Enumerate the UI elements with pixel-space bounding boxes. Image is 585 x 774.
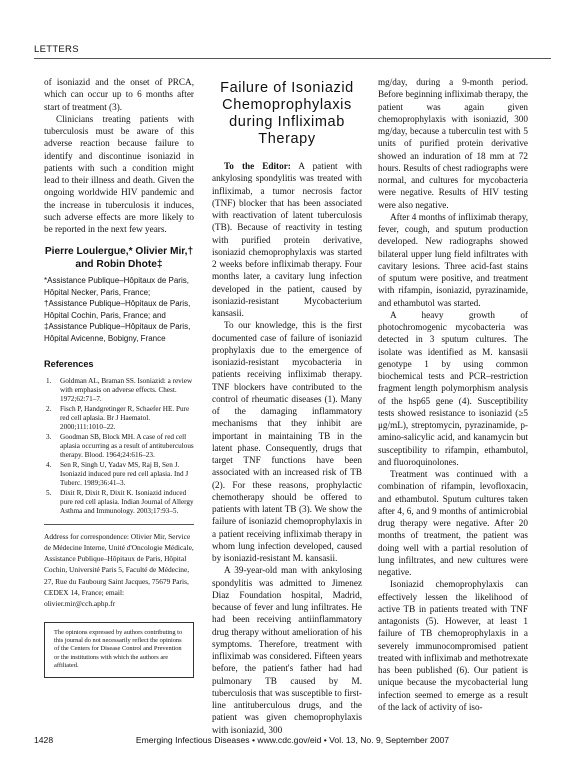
paragraph: Isoniazid chemoprophylaxis can effectively lessen the likelihood of active TB in patients treated with TNF antagonists (5). However, at least 1 failure of TB chemoprophylaxis in a severely immunocompromised patient treated with infliximab and methotrexate has been published (6). Our patient is unique because the mycobacterial lung infection seemed to emerge as a result of the lack of activity of iso- (378, 579, 529, 712)
lead-label: To the Editor: (224, 161, 291, 171)
paragraph: A heavy growth of photochromogenic mycobacteria was detected in 3 sputum cultures. The isolate was identified as M. kansasii genotype 1 by using common biochemical tests and PCR–restriction fragment length polymorphism analysis of the hsp65 gene (4). Susceptibility tests showed resistance to isoniazid (≥5 μg/mL), streptomycin, pyrazinamide, p-amino-salicylic acid, and kanamycin but susceptibility to rifampin, ethambutol, and fluoroquinolones. (378, 309, 528, 467)
column-right (378, 76, 528, 713)
correspondence-rule (44, 524, 194, 525)
paragraph: Treatment was continued with a combination of rifampin, levofloxacin, and ethambutol. Sputum cultures taken after 4, 6, and 9 months of antimicrobial drug therapy were negative. After 20 months of treatment, the patient was doing well with a partial resolution of lung infiltrates, and new cultures were negative. (378, 469, 528, 577)
reference-text: Fisch P, Handgretinger R, Schaefer HE. Pure red cell aplasia. Br J Haematol. 2000;111:1010–22. (60, 404, 190, 431)
journal-citation: Emerging Infectious Diseases • www.cdc.gov/eid • Vol. 13, No. 9, September 2007 (135, 735, 450, 745)
reference-number: 4. (46, 460, 52, 469)
reference-text: Sen R, Singh U, Yadav MS, Raj B, Sen J. Isoniazid induced pure red cell aplasia. Ind J Tuberc. 1989;36:41–3. (60, 460, 189, 487)
reference-number: 2. (46, 404, 52, 413)
disclaimer-box: The opinions expressed by authors contributing to this journal do not necessarily reflect the opinions of the Centers for Disease Control and Prevention or the institutions with which the authors are affiliated. (44, 622, 194, 678)
reference-text: Goldman AL, Braman SS. Isoniazid: a review with emphasis on adverse effects. Chest. 1972;62:71–7. (60, 376, 193, 403)
reference-item (44, 433, 194, 460)
paragraph (212, 160, 362, 319)
paragraph: To our knowledge, this is the first documented case of failure of isoniazid prophylaxis due to the emergence of isoniazid-resistant mycobacteria in patients receiving infliximab therapy. TNF blockers have contributed to the control of rheumatic diseases (1). Many of the damaging inflammatory mechanisms that they inhibit are important in maintaining TB in the latent phase. Consequently, drugs that target TNF functions have been associated with an increased risk of TB (2). For these reasons, prophylactic chemotherapy should be offered to patients with latent TB (3). We show the failure of isoniazid chemoprophylaxis in a patient receiving infliximab therapy in whom lung infection developed, caused by isoniazid-resistant M. kansasii. (212, 320, 362, 563)
references-list (44, 377, 194, 516)
reference-text: Dixit R, Dixit R, Dixit K. Isoniazid induced pure red cell aplasia. Indian Journal of Allergy Asthma and Immunology. 2003;17:93–5. (60, 488, 194, 515)
reference-number: 5. (46, 488, 52, 497)
paragraph: of isoniazid and the onset of PRCA, which can occur up to 6 months after start of treatment (3). (44, 77, 194, 112)
section-label: LETTERS (34, 44, 79, 55)
paragraph: A 39-year-old man with ankylosing spondylitis was admitted to Jimenez Diaz Foundation hospital, Madrid, because of fever and lung infiltrates. He had been receiving antiinflammatory drug therapy without amelioration of his symptoms. Therefore, treatment with infliximab was considered. Fifteen years before, the patient's father had had pulmonary TB caused by M. tuberculosis that was susceptible to first-line antituberculous drugs, and the patient was given chemoprophylaxis with isoniazid, 300 (212, 565, 362, 735)
author-affiliations: *Assistance Publique–Hôpitaux de Paris, Hôpital Necker, Paris, France; †Assistance Publique–Hôpitaux de Paris, Hôpital Cochin, Paris, France; and ‡Assistance Publique–Hôpitaux de Paris, Hôpital Avicenne, Bobigny, France (44, 276, 191, 343)
paragraph: mg/day, during a 9-month period. Before beginning infliximab therapy, the patient was again given chemoprophylaxis with isoniazid, 300 mg/day, because a tuberculin test with 5 units of purified protein derivative showed an induration of 18 mm at 72 hours. Results of chest radiographs were normal, and cultures for mycobacteria were negative. Results of HIV testing were also negative. (378, 77, 528, 210)
column-middle (212, 80, 362, 736)
reference-item (44, 489, 194, 516)
paragraph-text: A patient with ankylosing spondylitis was treated with infliximab, a tumor necrosis factor (TNF) blocker that has been associated with reactivation of latent tuberculosis (TB). Because of reactivity in testing with purified protein derivative, isoniazid chemoprophylaxis was started 2 weeks before infliximab therapy. Four months later, a cavitary lung infection developed in the patient, caused by isoniazid-resistant Mycobacterium kansasii. (212, 161, 362, 318)
author-names: Pierre Loulergue,* Olivier Mir,† and Robin Dhote‡ (44, 246, 194, 271)
reference-item (44, 405, 194, 432)
paragraph: After 4 months of infliximab therapy, fever, cough, and sputum production developed. New radiographs showed bilateral upper lung field infiltrates with cavitary lesions. Three acid-fast stains of sputum were positive, and treatment with rifampin, isoniazid, pyrazinamide, and ethambutol was started. (378, 211, 528, 308)
reference-item (44, 377, 194, 404)
reference-text: Goodman SB, Block MH. A case of red cell aplasia occurring as a result of antituberculous therapy. Blood. 1964;24:616–23. (60, 432, 194, 459)
references-heading: References (44, 359, 94, 370)
correspondence-address: Address for correspondence: Olivier Mir, Service de Médecine Interne, Unité d'Oncologie Médicale, Assistance Publique–Hôpitaux de Paris, Hôpital Cochin, Université Paris 5, Faculté de Médecine, 27, Rue du Faubourg Saint Jacques, 75679 Paris, CEDEX 14, France; email: olivier.mir@cch.aphp.fr (44, 531, 194, 609)
reference-number: 3. (46, 432, 52, 441)
reference-item (44, 461, 194, 488)
header-rule (34, 58, 551, 59)
reference-number: 1. (46, 376, 52, 385)
paragraph: Clinicians treating patients with tuberculosis must be aware of this adverse reaction because failure to identify and discontinue isoniazid in patients with such a condition might lead to their illness and death. Given the ongoing worldwide HIV pandemic and the increase in tuberculosis it induces, such adverse effects are more likely to be reported in the next few years. (44, 113, 194, 234)
article-title: Failure of Isoniazid Chemoprophylaxis during Infliximab Therapy (220, 80, 354, 147)
column-left (44, 76, 194, 678)
page-number: 1428 (34, 735, 54, 745)
